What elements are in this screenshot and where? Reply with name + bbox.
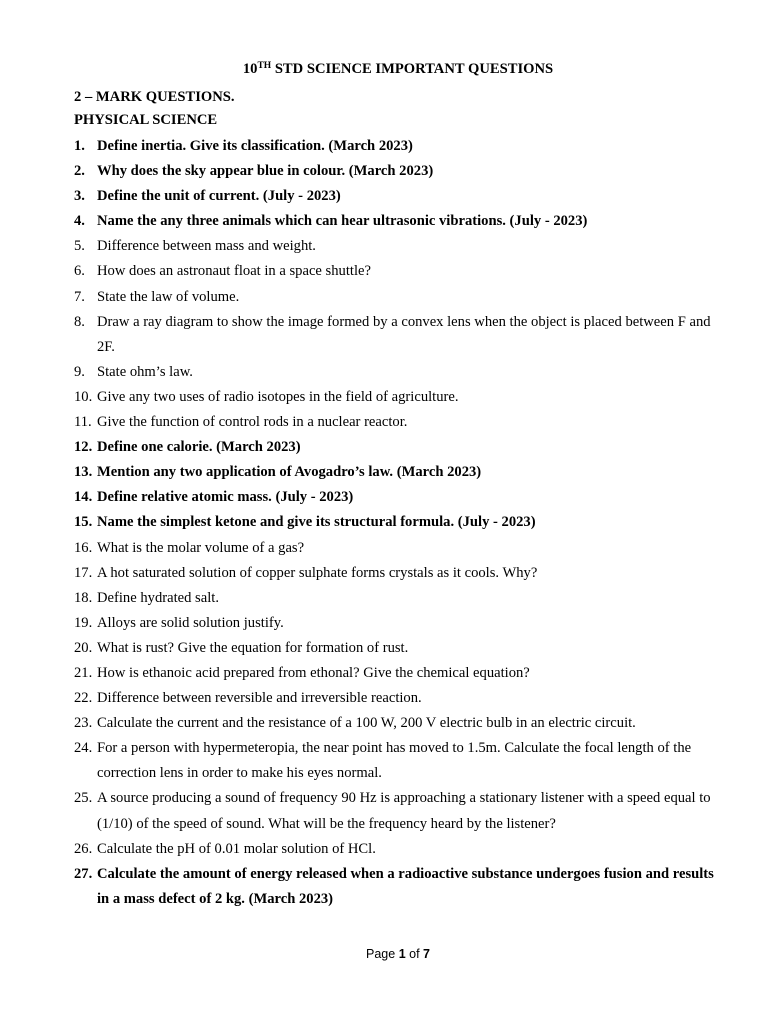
question-item	[0, 285, 768, 310]
question-item	[0, 611, 768, 636]
question-number: 24.	[74, 740, 93, 757]
question-text: Calculate the pH of 0.01 molar solution of HCl.	[97, 840, 376, 857]
question-number: 21.	[74, 664, 93, 681]
page-footer	[0, 945, 768, 963]
question-item	[0, 435, 768, 460]
question-text: State ohm’s law.	[97, 363, 193, 380]
question-item	[0, 837, 768, 862]
question-text: Difference between reversible and irreversible reaction.	[97, 690, 422, 707]
question-item	[0, 536, 768, 561]
question-text: Why does the sky appear blue in colour. (March 2023)	[97, 163, 434, 180]
question-text: Give any two uses of radio isotopes in the field of agriculture.	[97, 388, 459, 405]
question-item	[0, 410, 768, 435]
question-item	[0, 586, 768, 611]
question-number: 13.	[74, 464, 93, 481]
question-text: How does an astronaut float in a space shuttle?	[97, 263, 371, 280]
question-item	[0, 661, 768, 686]
question-number: 3.	[74, 188, 85, 205]
question-text: Calculate the current and the resistance of a 100 W, 200 V electric bulb in an electric circuit.	[97, 715, 636, 732]
section-heading: 2 – MARK QUESTIONS.	[74, 89, 235, 105]
question-number: 27.	[74, 865, 93, 882]
question-text: What is the molar volume of a gas?	[97, 539, 305, 556]
question-item	[0, 460, 768, 485]
subject-heading: PHYSICAL SCIENCE	[74, 112, 218, 128]
question-number: 1.	[74, 138, 85, 154]
question-number: 5.	[74, 238, 85, 255]
question-number: 17.	[74, 564, 93, 581]
footer-total-pages: 7	[423, 947, 430, 961]
question-text: A hot saturated solution of copper sulphate forms crystals as it cools. Why?	[97, 564, 538, 581]
question-item	[0, 736, 768, 786]
question-item	[0, 711, 768, 736]
question-text: Name the any three animals which can hear ultrasonic vibrations. (July - 2023)	[97, 213, 588, 230]
question-text: Define inertia. Give its classification. (March 2023)	[97, 138, 413, 154]
question-item	[0, 159, 768, 184]
question-text: Define relative atomic mass. (July - 2023)	[97, 489, 354, 506]
title-prefix: 10	[242, 61, 258, 77]
question-item	[0, 360, 768, 385]
question-item	[0, 184, 768, 209]
question-number: 6.	[74, 263, 85, 280]
question-item	[0, 510, 768, 535]
question-number: 8.	[74, 313, 85, 330]
question-text: How is ethanoic acid prepared from ethonal? Give the chemical equation?	[97, 664, 530, 681]
title-rest: STD SCIENCE IMPORTANT QUESTIONS	[271, 61, 554, 77]
question-item	[0, 209, 768, 234]
question-number: 20.	[74, 639, 93, 656]
footer-of-word: of	[409, 947, 420, 961]
question-item	[0, 862, 768, 912]
question-text: Calculate the amount of energy released when a radioactive substance undergoes fusion and results in a mass defect of 2 kg. (March 2023)	[97, 865, 714, 907]
question-text: State the law of volume.	[97, 288, 240, 305]
question-number: 15.	[74, 514, 93, 531]
question-text: A source producing a sound of frequency 90 Hz is approaching a stationary listener with a speed equal to (1/10) of the speed of sound. What will be the frequency heard by the listener?	[97, 790, 711, 832]
question-number: 11.	[74, 414, 92, 431]
question-number: 2.	[74, 163, 85, 180]
question-number: 4.	[74, 213, 85, 230]
question-item	[0, 485, 768, 510]
title-superscript: TH	[257, 61, 272, 71]
question-number: 12.	[74, 439, 93, 456]
question-number: 18.	[74, 589, 93, 606]
footer-current-page: 1	[398, 947, 406, 961]
page-title	[0, 59, 768, 79]
question-item	[0, 561, 768, 586]
question-text: Give the function of control rods in a nuclear reactor.	[97, 414, 408, 431]
question-number: 23.	[74, 715, 93, 732]
question-item	[0, 636, 768, 661]
question-item	[0, 385, 768, 410]
question-item	[0, 686, 768, 711]
question-item	[0, 259, 768, 284]
question-item	[0, 234, 768, 259]
footer-page-word: Page	[366, 947, 396, 961]
question-text: For a person with hypermeteropia, the near point has moved to 1.5m. Calculate the focal length of the correction lens in order to make his eyes normal.	[97, 740, 692, 782]
question-text: Mention any two application of Avogadro’s law. (March 2023)	[97, 464, 482, 481]
question-item	[0, 310, 768, 360]
question-number: 26.	[74, 840, 93, 857]
question-number: 14.	[74, 489, 93, 506]
question-text: Difference between mass and weight.	[97, 238, 316, 255]
question-number: 10.	[74, 388, 93, 405]
question-item	[0, 786, 768, 836]
question-text: Define the unit of current. (July - 2023)	[97, 188, 341, 205]
question-text: What is rust? Give the equation for formation of rust.	[97, 639, 409, 656]
question-number: 22.	[74, 690, 93, 707]
question-text: Define hydrated salt.	[97, 589, 219, 606]
question-number: 25.	[74, 790, 93, 807]
question-text: Define one calorie. (March 2023)	[97, 439, 301, 456]
question-number: 16.	[74, 539, 93, 556]
question-number: 7.	[74, 288, 85, 305]
question-number: 9.	[74, 363, 85, 380]
question-text: Alloys are solid solution justify.	[97, 614, 284, 631]
question-text: Draw a ray diagram to show the image formed by a convex lens when the object is placed between F and 2F.	[97, 313, 711, 355]
question-text: Name the simplest ketone and give its structural formula. (July - 2023)	[97, 514, 536, 531]
question-number: 19.	[74, 614, 93, 631]
question-list	[0, 134, 768, 912]
question-item	[0, 134, 768, 159]
